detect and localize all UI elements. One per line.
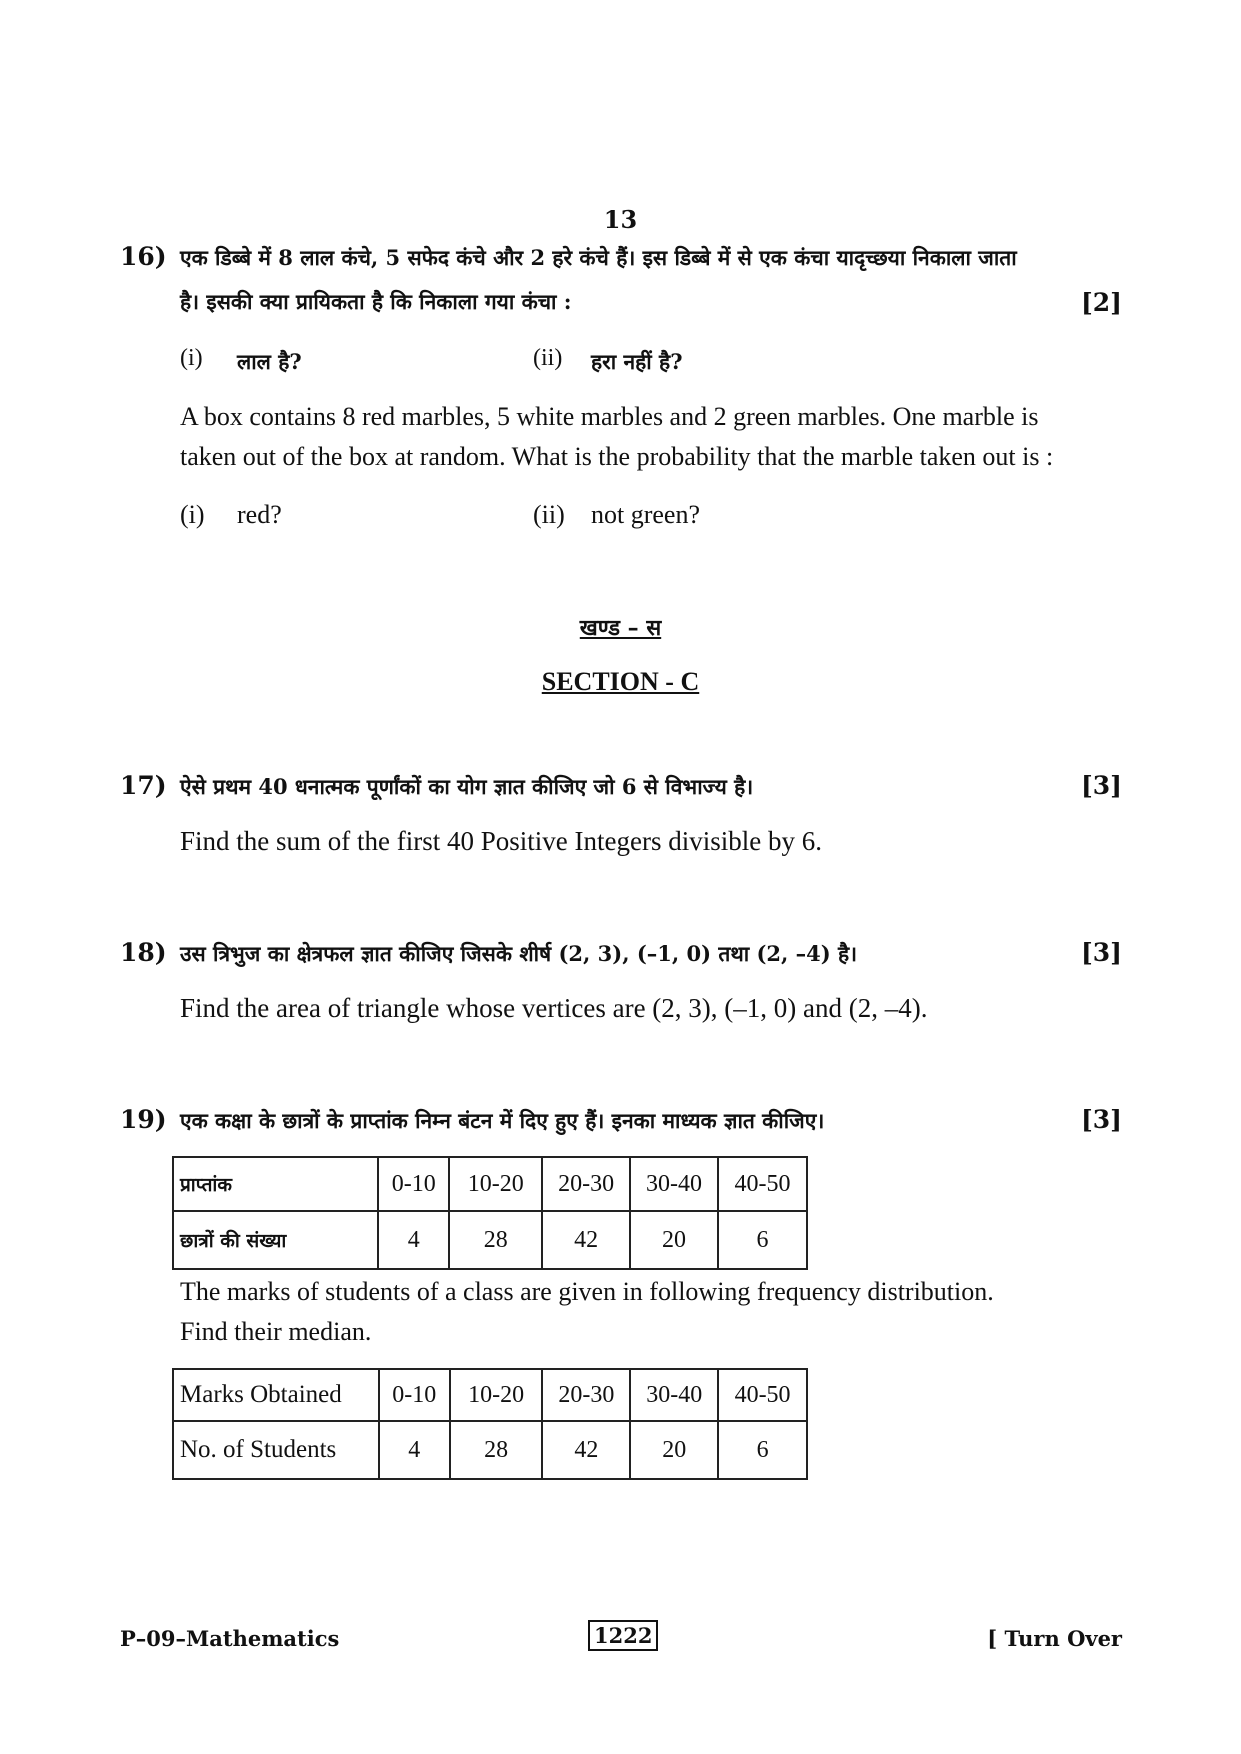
question-16-hindi-option1: लाल है? bbox=[237, 349, 302, 374]
section-heading-hindi: खण्ड – स bbox=[579, 615, 662, 641]
question-17-number: 17) bbox=[120, 771, 167, 800]
question-18-hindi: उस त्रिभुज का क्षेत्रफल ज्ञात कीजिए जिसके शीर्ष (2, 3), (–1, 0) तथा (2, –4) है। bbox=[180, 941, 858, 966]
table-cell: 30-40 bbox=[630, 1369, 718, 1421]
table-cell: 0-10 bbox=[378, 1157, 449, 1211]
question-16-english-option2: not green? bbox=[591, 500, 701, 529]
question-16-hindi-option2-number: (ii) bbox=[533, 345, 563, 371]
question-17-marks: [3] bbox=[1080, 771, 1122, 800]
table-cell: 10-20 bbox=[450, 1369, 543, 1421]
table-cell: 6 bbox=[718, 1421, 807, 1479]
table-cell: 4 bbox=[379, 1421, 450, 1479]
question-17-english: Find the sum of the first 40 Positive Integers divisible by 6. bbox=[180, 826, 822, 856]
frequency-table-hindi bbox=[172, 1156, 808, 1270]
question-18-marks: [3] bbox=[1080, 938, 1122, 967]
table-cell: 42 bbox=[542, 1421, 630, 1479]
table-cell: 10-20 bbox=[449, 1157, 542, 1211]
table-cell: 30-40 bbox=[630, 1157, 718, 1211]
question-16-english-option1-number: (i) bbox=[180, 500, 205, 529]
table-cell: 20 bbox=[630, 1211, 718, 1269]
table-cell: 20-30 bbox=[542, 1157, 630, 1211]
table-cell: 28 bbox=[449, 1211, 542, 1269]
question-16-number: 16) bbox=[120, 242, 167, 271]
page-number: 13 bbox=[603, 205, 638, 234]
table-cell: 42 bbox=[542, 1211, 630, 1269]
question-16-english-option2-number: (ii) bbox=[533, 500, 565, 529]
table-cell: 20-30 bbox=[542, 1369, 630, 1421]
table-row-label: प्राप्तांक bbox=[173, 1157, 378, 1211]
table-cell: 0-10 bbox=[379, 1369, 450, 1421]
question-16-english-option1: red? bbox=[237, 500, 282, 529]
question-16-hindi-option2: हरा नहीं है? bbox=[591, 349, 683, 374]
table-row-label: Marks Obtained bbox=[173, 1369, 379, 1421]
footer-paper-code: P–09–Mathematics bbox=[120, 1626, 340, 1651]
frequency-table-english bbox=[172, 1368, 808, 1480]
question-16-hindi-line1: एक डिब्बे में 8 लाल कंचे, 5 सफेद कंचे और 2 हरे कंचे हैं। इस डिब्बे में से एक कंचा यादृच्छया निकाला जाता bbox=[180, 245, 1017, 270]
question-17-hindi: ऐसे प्रथम 40 धनात्मक पूर्णांकों का योग ज्ञात कीजिए जो 6 से विभाज्य है। bbox=[180, 774, 754, 799]
question-19-english-line2: Find their median. bbox=[180, 1317, 372, 1346]
table-row-label: छात्रों की संख्या bbox=[173, 1211, 378, 1269]
table-cell: 20 bbox=[630, 1421, 718, 1479]
table-cell: 6 bbox=[718, 1211, 807, 1269]
question-19-hindi: एक कक्षा के छात्रों के प्राप्तांक निम्न बंटन में दिए हुए हैं। इनका माध्यक ज्ञात कीजिए। bbox=[180, 1108, 825, 1133]
question-16-english-line2: taken out of the box at random. What is the probability that the marble taken out is : bbox=[180, 442, 1054, 471]
section-heading-english: SECTION - C bbox=[541, 667, 700, 696]
table-row-label: No. of Students bbox=[173, 1421, 379, 1479]
question-19-english-line1: The marks of students of a class are given in following frequency distribution. bbox=[180, 1277, 994, 1306]
question-19-marks: [3] bbox=[1080, 1105, 1122, 1134]
table-cell: 28 bbox=[450, 1421, 543, 1479]
question-16-english-line1: A box contains 8 red marbles, 5 white marbles and 2 green marbles. One marble is bbox=[180, 402, 1039, 431]
question-18-english: Find the area of triangle whose vertices are (2, 3), (–1, 0) and (2, –4). bbox=[180, 993, 928, 1023]
question-19-number: 19) bbox=[120, 1105, 167, 1134]
question-18-number: 18) bbox=[120, 938, 167, 967]
question-16-hindi-option1-number: (i) bbox=[180, 345, 203, 371]
table-cell: 40-50 bbox=[718, 1369, 807, 1421]
question-16-hindi-line2: है। इसकी क्या प्रायिकता है कि निकाला गया कंचा : bbox=[180, 289, 572, 314]
footer-page-code: 1222 bbox=[588, 1620, 658, 1651]
question-16-marks: [2] bbox=[1080, 288, 1122, 317]
footer-turn-over: [ Turn Over bbox=[987, 1626, 1122, 1651]
table-cell: 4 bbox=[378, 1211, 449, 1269]
table-cell: 40-50 bbox=[718, 1157, 807, 1211]
